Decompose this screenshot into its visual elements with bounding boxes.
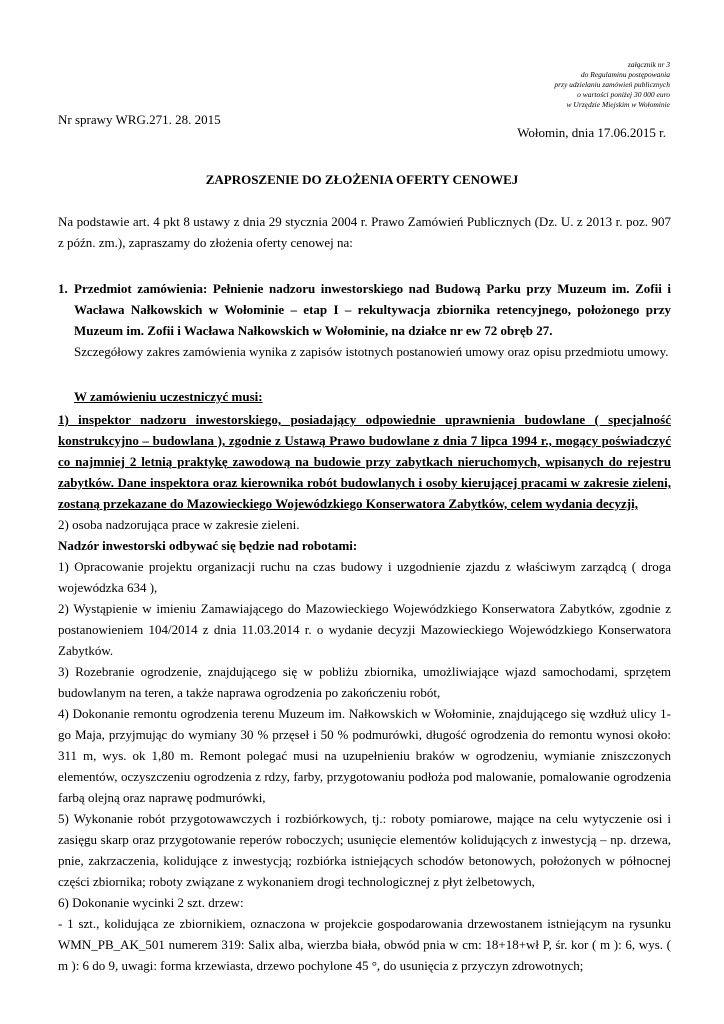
annex-note — [554, 60, 670, 110]
document-title: ZAPROSZENIE DO ZŁOŻENIA OFERTY CENOWEJ — [205, 172, 519, 187]
annex-line: przy udzielaniu zamówień publicznych — [554, 80, 670, 89]
case-number: Nr sprawy WRG.271. 28. 2015 — [58, 112, 221, 127]
section-subject-row — [58, 278, 671, 362]
section-number: 1. — [58, 281, 68, 296]
annex-line: załącznik nr 3 — [627, 60, 670, 69]
place-date: Wołomin, dnia 17.06.2015 r. — [517, 125, 666, 140]
participant-item: 1) inspektor nadzoru inwestorskiego, posiadający odpowiednie uprawnienia budowlane ( specjalność konstrukcyjno – budowlana ), zgodnie z Ustawą Prawo budowlane z dnia 7 lipca 1994 r., mogący poświadczyć co najmniej 2 letnią praktykę zawodową na budowie przy zabytkach nieruchomych, wpisanych do rejestru zabytków. Dane inspektora oraz kierownika robót budowlanych i osoby kierującej pracami w zakresie zieleni, zostaną przekazane do Mazowieckiego Wojewódzkiego Konserwatora Zabytków, celem wydania decyzji, — [58, 412, 671, 511]
task-subitem: - 1 szt., kolidująca ze zbiornikiem, oznaczona w projekcie gospodarowania drzewostanem istniejącym na rysunku WMN_PB_AK_501 numerem 319: Salix alba, wierzba biała, obwód pnia w cm: 18+18+wł P, śr. kor ( m ): 6, wys. ( m ): 6 do 9, uwagi: forma krzewiasta, drzewo pochylone 45 °, do usunięcia z przyczyn zdrowotnych; — [58, 916, 671, 973]
annex-line: do Regulaminu postępowania — [580, 70, 670, 79]
participant-item: 2) osoba nadzorująca prace w zakresie zieleni. — [58, 517, 300, 532]
participants-heading: W zamówieniu uczestniczyć musi: — [74, 389, 263, 404]
section-subject-detail: Szczegółowy zakres zamówienia wynika z zapisów istotnych postanowień umowy oraz opisu przedmiotu umowy. — [74, 344, 669, 359]
section-subject-text: Przedmiot zamówienia: Pełnienie nadzoru inwestorskiego nad Budową Parku przy Muzeum im. Zofii i Wacława Nałkowskich w Wołominie – etap I – rekultywacja zbiornika retencyjnego, położonego przy Muzeum im. Zofii i Wacława Nałkowskich w Wołominie, na działce nr ew 72 obręb 27. — [74, 281, 671, 338]
task-item: 3) Rozebranie ogrodzenie, znajdującego się w pobliżu zbiornika, umożliwiające wjazd samochodami, sprzętem budowlanym na teren, a także naprawa ogrodzenia po zakończeniu robót, — [58, 664, 671, 700]
section-subject-content — [74, 278, 671, 362]
supervision-heading: Nadzór inwestorski odbywać się będzie nad robotami: — [58, 538, 358, 553]
annex-line: w Urzędzie Miejskim w Wołominie — [566, 100, 670, 109]
intro-paragraph: Na podstawie art. 4 pkt 8 ustawy z dnia 29 stycznia 2004 r. Prawo Zamówień Publicznych (Dz. U. z 2013 r. poz. 907 z późn. zm.), zapraszamy do złożenia oferty cenowej na: — [58, 214, 671, 250]
task-item: 1) Opracowanie projektu organizacji ruchu na czas budowy i uzgodnienie zjazdu z właściwym zarządcą ( droga wojewódzka 634 ), — [58, 559, 671, 595]
task-item: 2) Wystąpienie w imieniu Zamawiającego do Mazowieckiego Wojewódzkiego Konserwatora Zabytków, zgodnie z postanowieniem 104/2014 z dnia 11.03.2014 r. o wydanie decyzji Mazowieckiego Wojewódzkiego Konserwatora Zabytków. — [58, 601, 671, 658]
task-item: 6) Dokonanie wycinki 2 szt. drzew: — [58, 895, 244, 910]
annex-line: o wartości poniżej 30 000 euro — [577, 90, 670, 99]
main-list — [58, 409, 671, 976]
section-subject — [58, 278, 671, 362]
task-item: 4) Dokonanie remontu ogrodzenia terenu Muzeum im. Nałkowskich w Wołominie, znajdującego się wzdłuż ulicy 1-go Maja, przyjmując do wymiany 30 % przęseł i 50 % podmurówki, długość ogrodzenia do remontu wynosi około: 311 m, wys. ok 1,80 m. Remont polegać musi na uzupełnieniu braków w ogrodzeniu, wymianie zniszczonych elementów, oczyszczeniu ogrodzenia z rdzy, farby, przygotowaniu podłoża pod malowanie, pomalowanie ogrodzenia farbą olejną oraz naprawę podmurówki, — [58, 706, 671, 805]
task-item: 5) Wykonanie robót przygotowawczych i rozbiórkowych, tj.: roboty pomiarowe, mające na celu wytyczenie osi i zasięgu skarp oraz przygotowanie reperów roboczych; usunięcie elementów kolidujących z inwestycją – np. drzewa, pnie, zakrzaczenia, kolidujące z inwestycją; rozbiórka istniejących schodów betonowych, położonych w północnej części zbiornika; roboty związane z wykonaniem drogi technologicznej z płyt żelbetowych, — [58, 811, 671, 889]
